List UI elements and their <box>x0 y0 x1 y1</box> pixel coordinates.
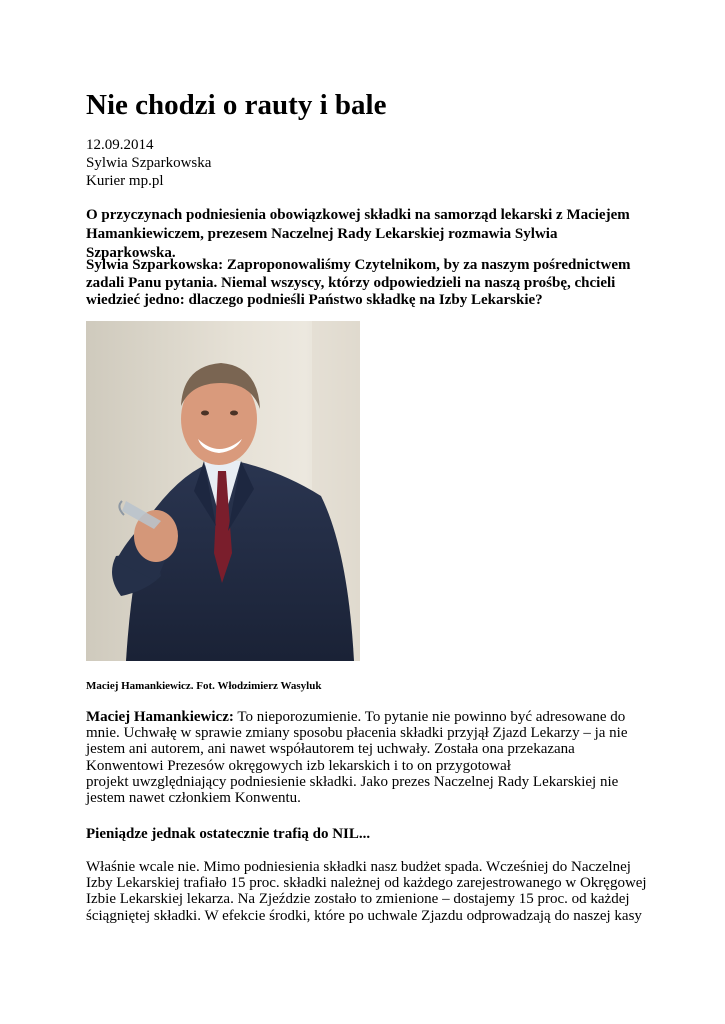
answer-line: Maciej Hamankiewicz: To nieporozumienie. To pytanie nie powinno być adresowane do <box>86 709 626 725</box>
answer-line: ściągniętej składki. W efekcie środki, które po uchwale Zjazdu odprowadzają do naszej kasy <box>86 907 642 924</box>
article-date: 12.09.2014 <box>86 137 154 153</box>
speaker-name: Maciej Hamankiewicz: <box>86 709 234 725</box>
answer-line: projekt uwzględniający podniesienie składki. Jako prezes Naczelnej Rady Lekarskiej nie <box>86 773 619 790</box>
interview-question-1: Sylwia Szparkowska: Zaproponowaliśmy Czytelnikom, by za naszym pośrednictwem zadali Panu pytania. Niemal wszyscy, którzy odpowiedzieli na naszą prośbę, chcieli wiedzieć jedno: dlaczego podnieśli Państwo składkę na Izby Lekarskie? <box>86 257 631 308</box>
answer-line: Izby Lekarskiej trafiało 15 proc. składki należnej od każdego zarejestrowanego w Okręgowej <box>86 875 647 892</box>
interviewee-photo <box>86 321 360 661</box>
portrait-illustration <box>86 321 360 661</box>
article-lead: O przyczynach podniesienia obowiązkowej składki na samorząd lekarski z Maciejem Hamankiewiczem, prezesem Naczelnej Rady Lekarskiej rozmawia Sylwia Szparkowska. <box>86 207 630 261</box>
interview-question-2: Pieniądze jednak ostatecznie trafią do NIL... <box>86 826 371 842</box>
article-title: Nie chodzi o rauty i bale <box>86 89 387 121</box>
interview-answer-1 <box>86 709 636 806</box>
answer-line: jestem nawet członkiem Konwentu. <box>86 790 301 807</box>
photo-caption: Maciej Hamankiewicz. Fot. Włodzimierz Wasyluk <box>86 680 322 692</box>
answer-line: Właśnie wcale nie. Mimo podniesienia składki nasz budżet spada. Wcześniej do Naczelnej <box>86 859 631 875</box>
article-meta <box>86 136 211 190</box>
answer-line: Izbie Lekarskiej lekarza. Na Zjeździe zostało to zmienione – dostajemy 15 proc. od każdej <box>86 891 630 908</box>
answer-line: mnie. Uchwałę w sprawie zmiany sposobu płacenia składki przyjął Zjazd Lekarzy – ja nie <box>86 725 628 742</box>
article-source: Kurier mp.pl <box>86 173 164 189</box>
interview-answer-2 <box>86 859 646 924</box>
answer-line: Konwentowi Prezesów okręgowych izb lekarskich i to on przygotował <box>86 757 511 774</box>
answer-line: jestem ani autorem, ani nawet współautorem tej uchwały. Została ona przekazana <box>86 741 575 758</box>
article-author: Sylwia Szparkowska <box>86 155 212 171</box>
